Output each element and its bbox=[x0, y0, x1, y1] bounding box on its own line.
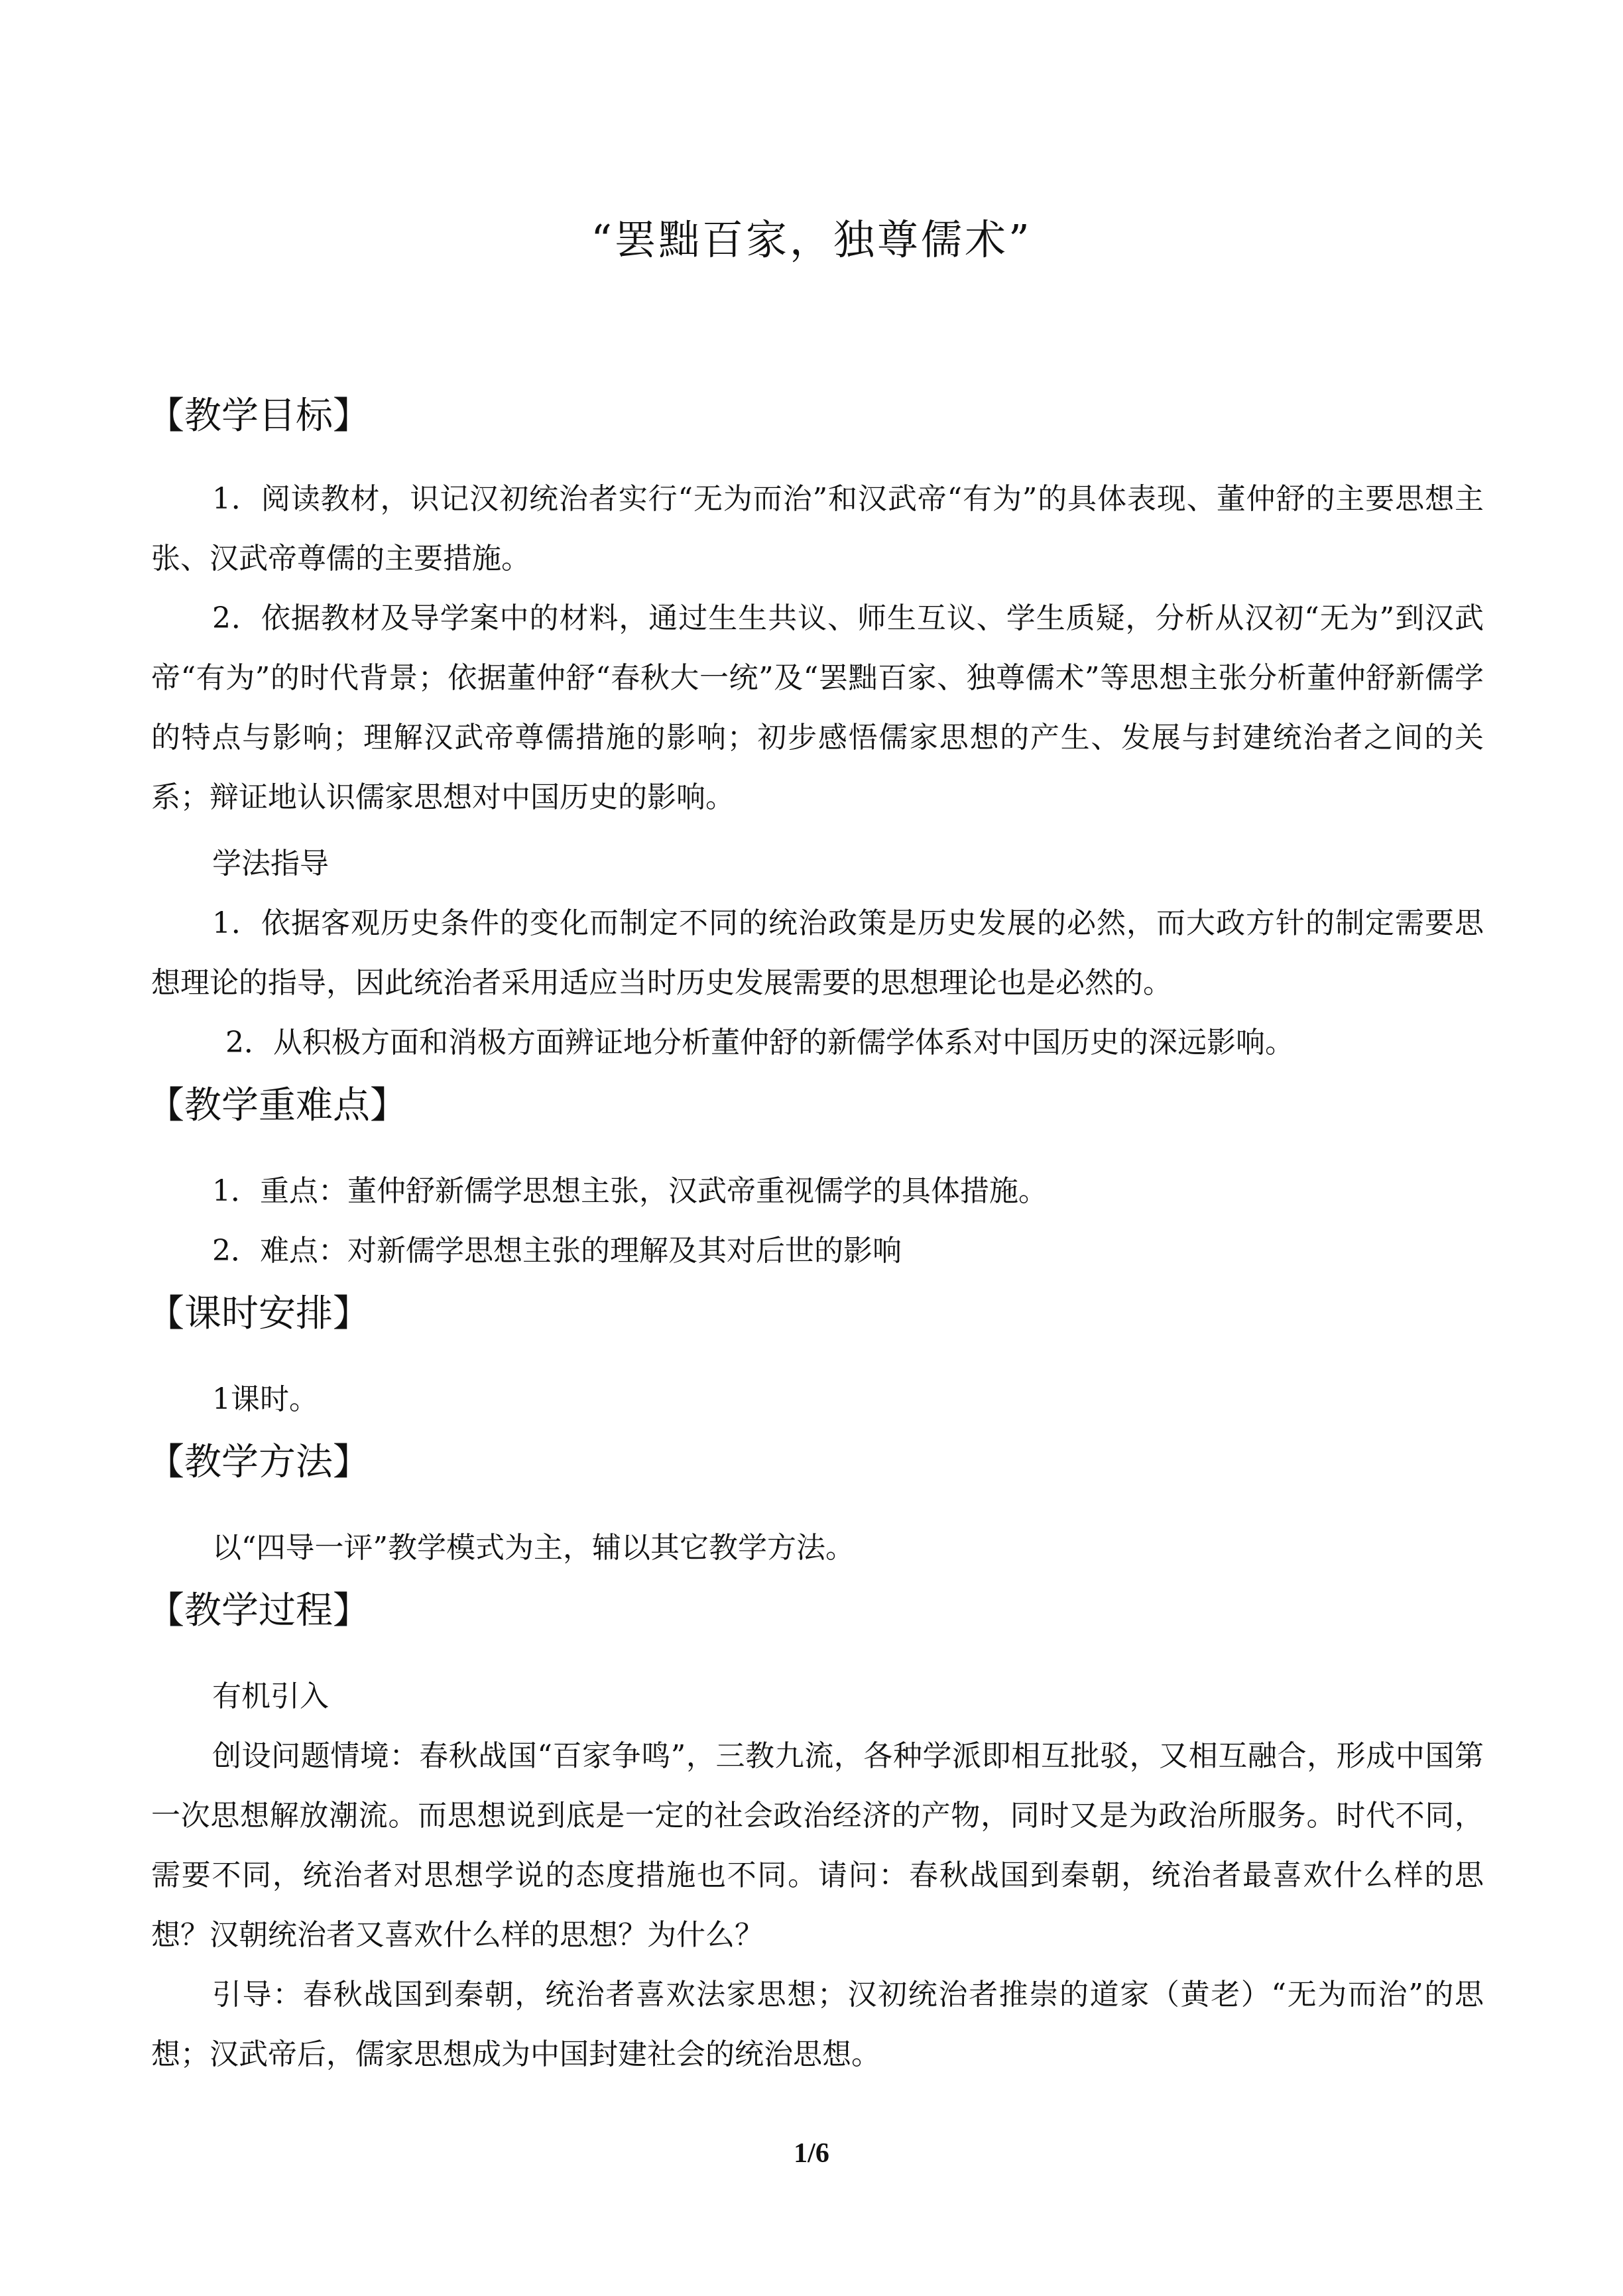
page-number: 1/6 bbox=[794, 2138, 829, 2169]
objective-item-1: 1．阅读教材，识记汉初统治者实行“无为而治”和汉武帝“有为”的具体表现、董仲舒的主要思想主张、汉武帝尊儒的主要措施。 bbox=[151, 482, 1484, 575]
guide-item-1: 1．依据客观历史条件的变化而制定不同的统治政策是历史发展的必然，而大政方针的制定需要思想理论的指导，因此统治者采用适应当时历史发展需要的思想理论也是必然的。 bbox=[151, 906, 1484, 1000]
document-title: “罢黜百家，独尊儒术” bbox=[591, 215, 1032, 264]
process-paragraph-1: 创设问题情境：春秋战国“百家争鸣”，三教九流，各种学派即相互批驳，又相互融合，形成中国第一次思想解放潮流。而思想说到底是一定的社会政治经济的产物，同时又是为政治所服务。时代不同，需要不同，统治者对思想学说的态度措施也不同。请问：春秋战国到秦朝，统治者最喜欢什么样的思想？汉朝统治者又喜欢什么样的思想？为什么？ bbox=[151, 1739, 1484, 1952]
methods-text: 以“四导一评”教学模式为主，辅以其它教学方法。 bbox=[212, 1531, 855, 1565]
key-point-item-1: 1．重点：董仲舒新儒学思想主张，汉武帝重视儒学的具体措施。 bbox=[212, 1174, 1048, 1208]
section-heading-schedule: 【课时安排】 bbox=[147, 1292, 370, 1335]
section-heading-objectives: 【教学目标】 bbox=[147, 394, 370, 438]
section-heading-process: 【教学过程】 bbox=[147, 1589, 370, 1632]
section-heading-methods: 【教学方法】 bbox=[147, 1441, 370, 1484]
process-paragraph-2: 引导：春秋战国到秦朝，统治者喜欢法家思想；汉初统治者推崇的道家（黄老）“无为而治”的思想；汉武帝后，儒家思想成为中国封建社会的统治思想。 bbox=[151, 1978, 1484, 2071]
schedule-text: 1课时。 bbox=[212, 1382, 318, 1416]
key-point-item-2: 2．难点：对新儒学思想主张的理解及其对后世的影响 bbox=[212, 1234, 902, 1268]
guide-item-2: 2．从积极方面和消极方面辨证地分析董仲舒的新儒学体系对中国历史的深远影响。 bbox=[225, 1026, 1294, 1059]
study-guide-label: 学法指导 bbox=[212, 847, 329, 880]
objective-item-2: 2．依据教材及导学案中的材料，通过生生共议、师生互议、学生质疑，分析从汉初“无为”到汉武帝“有为”的时代背景；依据董仲舒“春秋大一统”及“罢黜百家、独尊儒术”等思想主张分析董仲舒新儒学的特点与影响；理解汉武帝尊儒措施的影响；初步感悟儒家思想的产生、发展与封建统治者之间的关系；辩证地认识儒家思想对中国历史的影响。 bbox=[151, 601, 1484, 814]
section-heading-key-points: 【教学重难点】 bbox=[147, 1084, 407, 1127]
intro-label: 有机引入 bbox=[212, 1679, 329, 1713]
